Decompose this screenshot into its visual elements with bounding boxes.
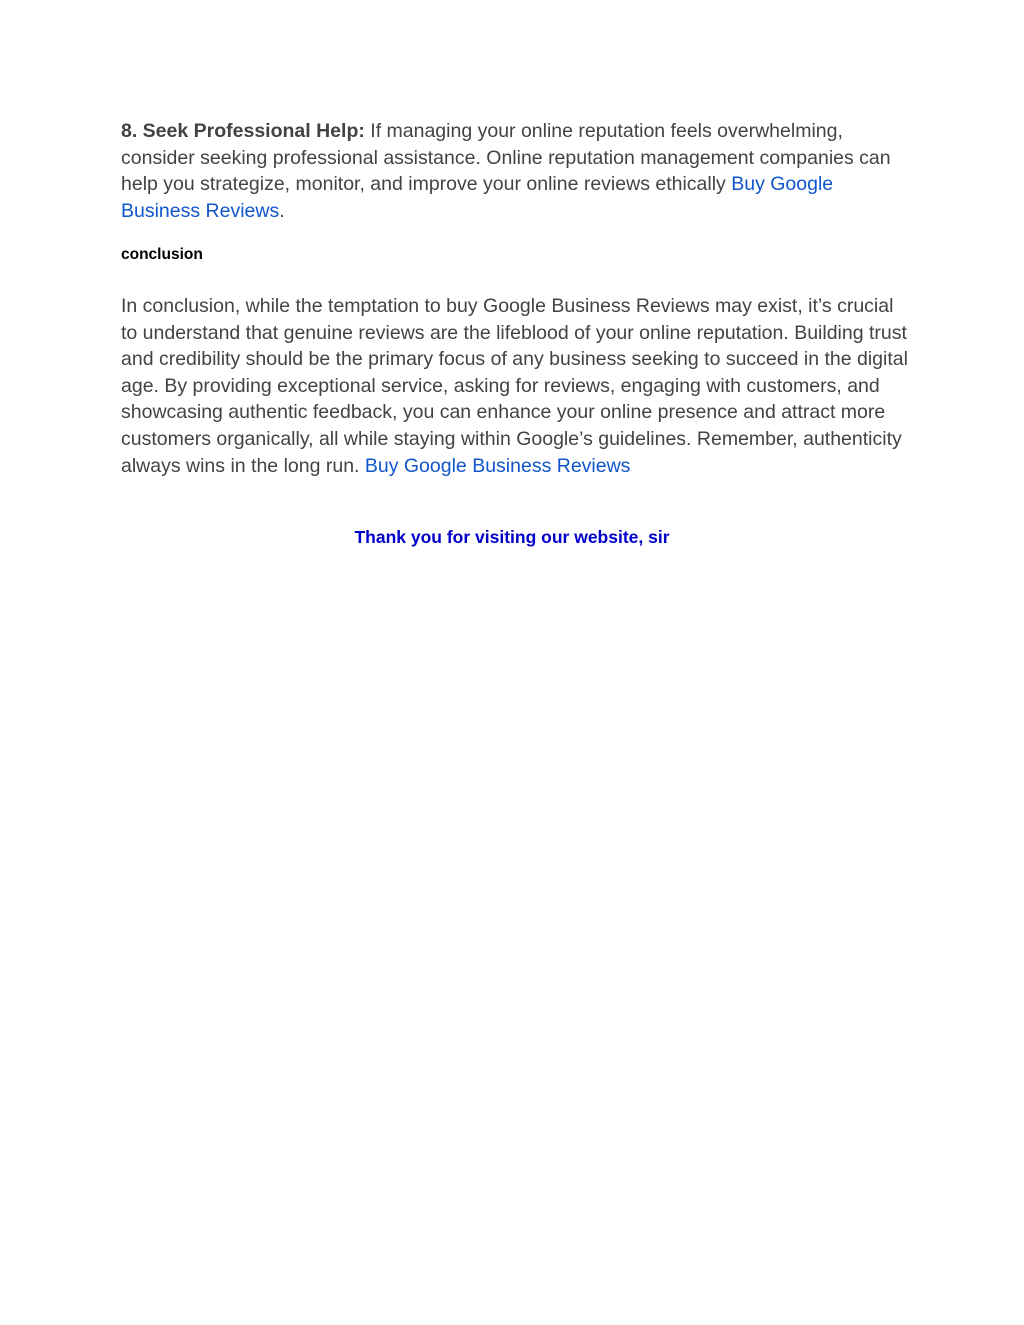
section-conclusion <box>121 293 911 479</box>
conclusion-text: In conclusion, while the temptation to buy Google Business Reviews may exist, it’s crucial to understand that genuine reviews are the lifeblood of your online reputation. Building trust and credibility should be the primary focus of any business seeking to succeed in the digital age. By providing exceptional service, asking for reviews, engaging with customers, and showcasing authentic feedback, you can enhance your online presence and attract more customers organically, all while staying within Google’s guidelines. Remember, authenticity always wins in the long run. <box>121 295 908 477</box>
professional-help-heading: 8. Seek Professional Help: <box>121 120 365 142</box>
buy-google-reviews-link-1[interactable]: Buy Google Business Reviews <box>121 173 834 222</box>
conclusion-paragraph <box>121 293 911 479</box>
thank-you-message: Thank you for visiting our website, sir <box>354 527 670 547</box>
professional-help-trailing: . <box>279 199 285 222</box>
buy-google-reviews-link-2[interactable]: Buy Google Business Reviews <box>364 454 631 477</box>
section-professional-help <box>121 118 911 224</box>
professional-help-text: If managing your online reputation feels overwhelming, consider seeking professional assistance. Online reputation management companies can help you strategize, monitor, and improve your online reviews ethically <box>121 120 891 196</box>
conclusion-heading: conclusion <box>121 246 203 263</box>
professional-help-paragraph <box>121 118 911 224</box>
